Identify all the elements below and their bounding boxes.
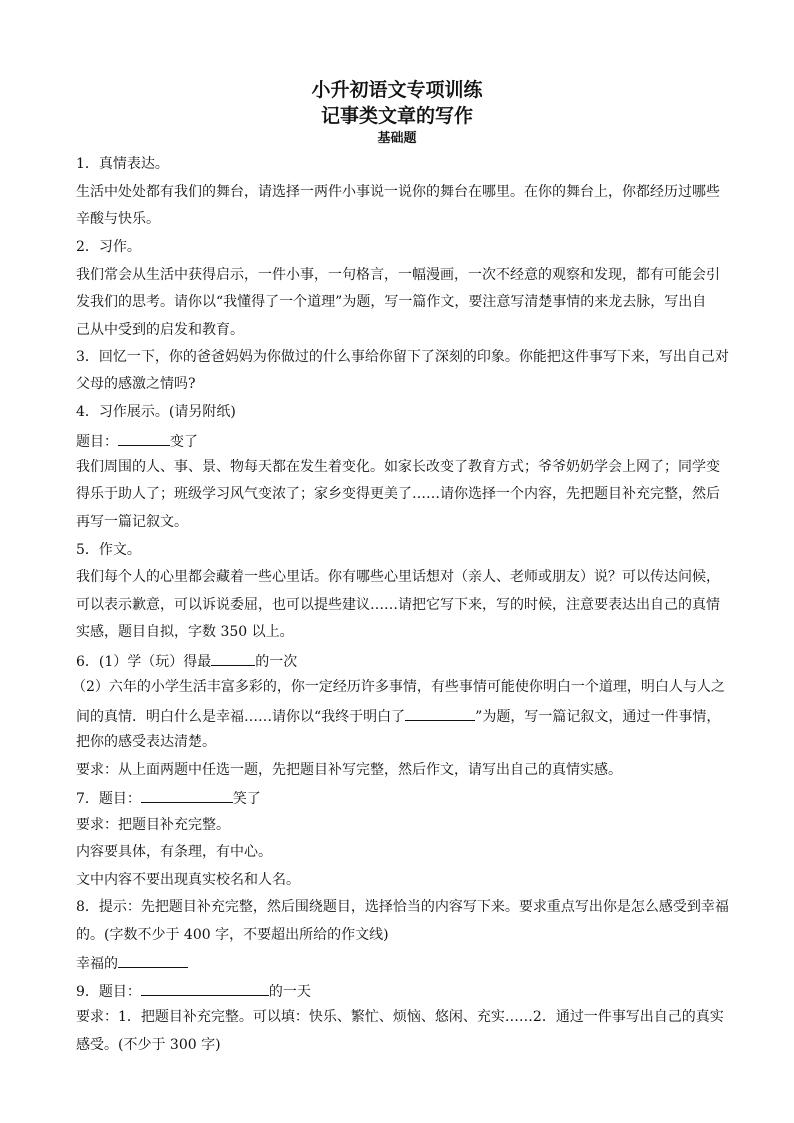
q4-line: 得乐于助人了；班级学习风气变浓了；家乡变得更美了……请你选择一个内容，先把题目补充完整，然后 — [76, 486, 720, 502]
q7-topic — [76, 788, 261, 808]
q8-topic-blank — [118, 953, 188, 968]
q9-line: 要求：1．把题目补充完整。可以填：快乐、繁忙、烦恼、悠闲、充实……2．通过一件事写出自己的真实 — [76, 1009, 724, 1025]
q6-part1-suffix: 的一次 — [255, 654, 298, 670]
q1-line: 辛酸与快乐。 — [76, 211, 160, 227]
q9-topic-prefix: 9．题目： — [76, 984, 141, 1000]
q9-topic-blank — [141, 981, 269, 996]
q6-part1-blank — [211, 651, 255, 666]
q4-topic-blank — [118, 431, 170, 446]
q8-topic — [76, 953, 188, 973]
q4-topic — [76, 431, 198, 451]
q6-part2-blank — [405, 706, 475, 721]
q4-topic-prefix: 题目： — [76, 434, 118, 450]
q6-part2-prefix: 间的真情．明白什么是幸福……请你以“我终于明白了 — [76, 709, 406, 725]
q7-requirement: 要求：把题目补充完整。 — [76, 817, 230, 833]
document-subtitle: 记事类文章的写作 — [320, 105, 473, 127]
q1-number: 1．真情表达。 — [76, 156, 169, 172]
q7-topic-blank — [141, 788, 233, 803]
q4-number: 4．习作展示。(请另附纸) — [76, 404, 236, 420]
q8-topic-prefix: 幸福的 — [76, 956, 118, 972]
section-heading: 基础题 — [377, 131, 417, 146]
q6-part2-line: （2）六年的小学生活丰富多彩的，你一定经历许多事情，有些事情可能使你明白一个道理，明白人与人之 — [72, 679, 725, 695]
q1-line: 生活中处处都有我们的舞台，请选择一两件小事说一说你的舞台在哪里。在你的舞台上，你都经历过哪些 — [76, 184, 720, 200]
q3-line: 3．回忆一下，你的爸爸妈妈为你做过的什么事给你留下了深刻的印象。你能把这件事写下来，写出自己对 — [76, 349, 729, 365]
q6-part2-line: 把你的感受表达清楚。 — [76, 734, 216, 750]
q9-topic-suffix: 的一天 — [268, 984, 311, 1000]
q3-line: 父母的感激之情吗? — [76, 376, 196, 392]
q5-line: 实感，题目自拟，字数 350 以上。 — [76, 624, 294, 640]
q7-topic-prefix: 7．题目： — [76, 791, 141, 807]
q4-topic-suffix: 变了 — [170, 434, 198, 450]
q8-line: 8．提示：先把题目补充完整，然后围绕题目，选择恰当的内容写下来。要求重点写出你是怎么感受到幸福 — [76, 899, 729, 915]
q6-part1-prefix: 6．(1）学（玩）得最 — [76, 654, 212, 670]
q8-line: 的。(字数不少于 400 字，不要超出所给的作文线) — [76, 927, 389, 943]
q2-line: 发我们的思考。请你以“我懂得了一个道理”为题，写一篇作文，要注意写清楚事情的来龙去脉，写出自 — [76, 294, 707, 310]
q4-line: 再写一篇记叙文。 — [76, 514, 188, 530]
q2-number: 2．习作。 — [76, 239, 141, 255]
q9-topic — [76, 981, 311, 1001]
q5-number: 5．作文。 — [76, 542, 141, 558]
q2-line: 己从中受到的启发和教育。 — [76, 322, 244, 338]
q6-requirement: 要求：从上面两题中任选一题，先把题目补写完整，然后作文，请写出自己的真情实感。 — [76, 762, 622, 778]
q5-line: 我们每个人的心里都会藏着一些心里话。你有哪些心里话想对（亲人、老师或朋友）说？可以传达问候， — [76, 569, 720, 585]
q4-line: 我们周围的人、事、景、物每天都在发生着变化。如家长改变了教育方式；爷爷奶奶学会上网了；同学变 — [76, 459, 720, 475]
q7-requirement: 文中内容不要出现真实校名和人名。 — [76, 872, 300, 888]
q6-part2-line — [76, 706, 720, 726]
q9-line: 感受。(不少于 300 字) — [76, 1037, 221, 1053]
document-title: 小升初语文专项训练 — [311, 79, 483, 101]
q2-line: 我们常会从生活中获得启示，一件小事，一句格言，一幅漫画，一次不经意的观察和发现，都有可能会引 — [76, 267, 720, 283]
q6-part1 — [76, 651, 297, 671]
q7-topic-suffix: 笑了 — [232, 791, 261, 807]
q6-part2-suffix: ”为题，写一篇记叙文，通过一件事情， — [475, 709, 721, 725]
q5-line: 可以表示歉意，可以诉说委屈，也可以提些建议……请把它写下来，写的时候，注意要表达出自己的真情 — [76, 597, 720, 613]
q7-requirement: 内容要具体，有条理，有中心。 — [76, 844, 272, 860]
